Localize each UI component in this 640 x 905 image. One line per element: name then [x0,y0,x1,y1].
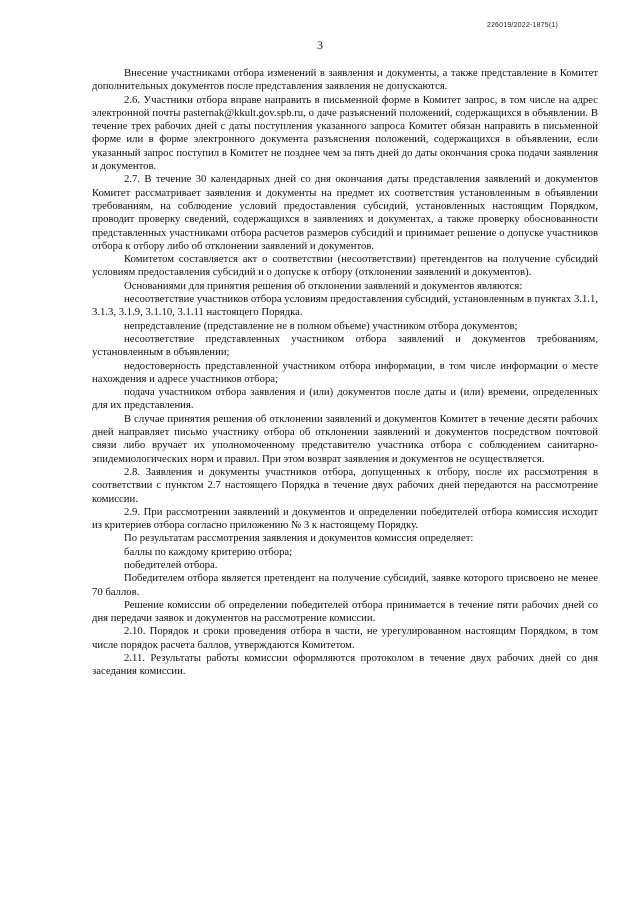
paragraph: Основаниями для принятия решения об отклонении заявлений и документов являются: [124,279,523,292]
list-item: несоответствие представленных участником отбора заявлений и документов требованиям, установленным в объявлении; [92,332,598,359]
paragraph: По результатам рассмотрения заявления и документов комиссия определяет: [124,532,474,545]
paragraph-2-7: 2.7. В течение 30 календарных дней со дня окончания даты представления заявлений и документов Комитет рассматривает заявления и документы на предмет их соответствия установленным в объявлении требованиям, на соблюдение условий предоставления субсидий, установленных настоящим Порядком, проводит проверку сведений, содержащихся в заявлениях и документах, а также проверку обоснованности представленных участниками отбора расчетов размеров субсидий и принимает решение о допуске участников отбора к отбору либо об отклонении заявлений и документов. [92,173,598,252]
page-number: 3 [317,38,323,52]
paragraph: В случае принятия решения об отклонении заявлений и документов Комитет в течение десяти рабочих дней направляет письмо участнику отбора об отклонении заявлений и документов посредством почтовой связи либо вручает их уполномоченному представителю участника отбора с соблюдением санитарно-эпидемиологических норм и правил. При этом возврат заявления и документов не осуществляется. [92,412,598,465]
paragraph-2-9: 2.9. При рассмотрении заявлений и документов и определении победителей отбора комиссия исходит из критериев отбора согласно приложению № 3 к настоящему Порядку. [92,505,598,532]
list-item: подача участником отбора заявления и (или) документов после даты и (или) времени, определенных для их представления. [92,386,598,412]
paragraph: Решение комиссии об определении победителей отбора принимается в течение пяти рабочих дней со дня передачи заявок и документов на рассмотрение комиссии. [92,598,598,625]
paragraph-2-10: 2.10. Порядок и сроки проведения отбора в части, не урегулированном настоящим Порядком, в том числе порядок расчета баллов, утверждаются Комитетом. [92,625,598,651]
list-item: недостоверность представленной участником отбора информации, в том числе информации о месте нахождения и адресе участников отбора; [92,359,598,385]
paragraph-2-8: 2.8. Заявления и документы участников отбора, допущенных к отбору, после их рассмотрения в соответствии с пунктом 2.7 настоящего Порядка в течение двух рабочих дней передаются на рассмотрение комиссии. [92,465,598,505]
paragraph: Победителем отбора является претендент на получение субсидий, заявке которого присвоено не менее 70 баллов. [92,572,598,598]
list-item: баллы по каждому критерию отбора; [124,545,293,558]
list-item: непредставление (представление не в полном объеме) участником отбора документов; [124,319,518,332]
document-registration-number: 226019/2022-1875(1) [486,22,558,29]
paragraph-2-6: 2.6. Участники отбора вправе направить в письменной форме в Комитет запрос, в том числе на адрес электронной почты pasternak@kkult.gov.spb.ru, о даче разъяснений положений, содержащихся в объявлении. В течение трех рабочих дней с даты поступления указанного запроса Комитет обязан направить в письменной форме или в форме электронного документа разъяснения положений, содержащихся в объявлении, если указанный запрос поступил в Комитет не позднее чем за пять дней до даты окончания срока подачи заявления и документов. [92,93,598,173]
document-body [92,67,598,679]
paragraph: Комитетом составляется акт о соответствии (несоответствии) претендентов на получение субсидий условиям предоставления субсидий и о допуске к отбору (отклонении заявлений и документов). [92,253,598,279]
paragraph-2-11: 2.11. Результаты работы комиссии оформляются протоколом в течение двух рабочих дней со дня заседания комиссии. [92,652,598,678]
paragraph: Внесение участниками отбора изменений в заявления и документы, а также представление в Комитет дополнительных документов после представления заявления не допускаются. [92,67,598,93]
list-item: несоответствие участников отбора условиям предоставления субсидий, установленным в пунктах 3.1.1, 3.1.3, 3.1.9, 3.1.10, 3.1.11 настоящего Порядка. [92,293,598,319]
list-item: победителей отбора. [124,558,218,571]
